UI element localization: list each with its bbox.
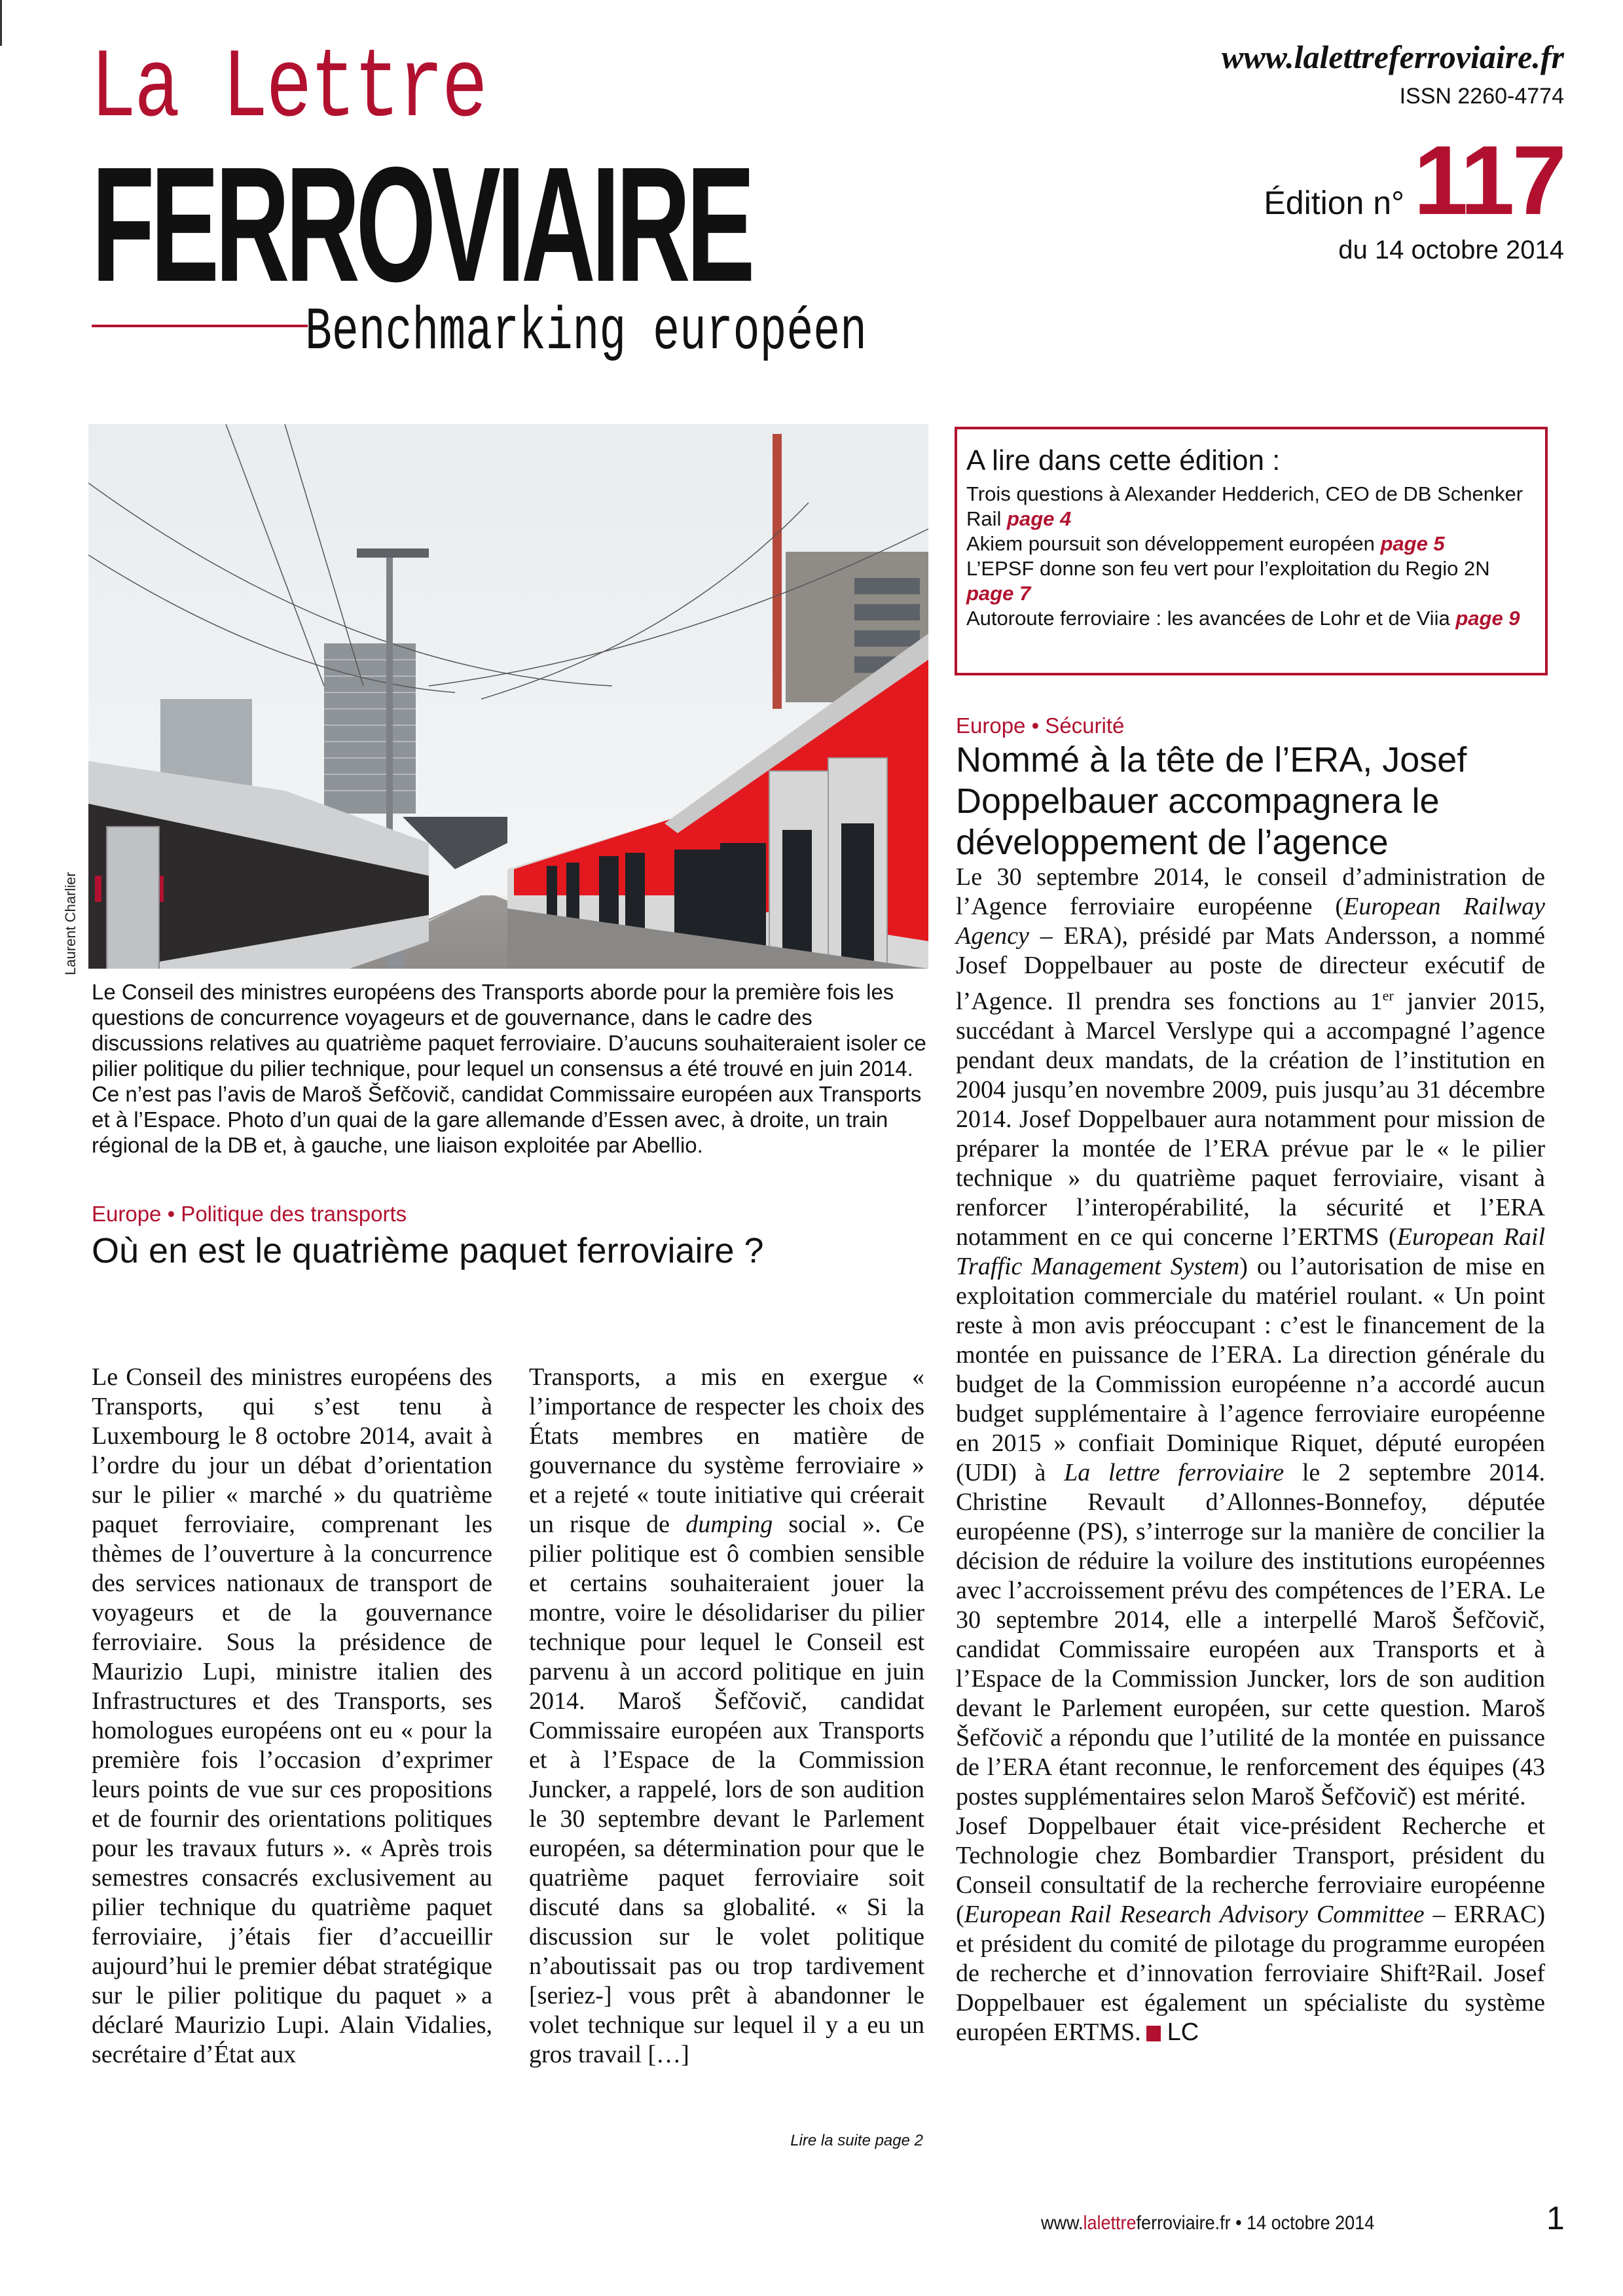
footer-url-suffix: ferroviaire.fr — [1136, 2212, 1231, 2234]
text-run: Le 30 septembre 2014, le conseil d’administration de l’Agence ferroviaire européenne ( — [956, 863, 1545, 920]
summary-item-text: Autoroute ferroviaire : les avancées de Lohr et de Viia — [966, 607, 1456, 630]
summary-item-text: Akiem poursuit son développement européen — [966, 532, 1381, 555]
page-edge-mark — [0, 0, 2, 46]
text-run-italic: European Rail Traffic Management System — [956, 1223, 1545, 1280]
text-run: – ERRAC) et président du comité de pilotage du programme européen de recherche et d’innovation ferroviaire Shift²Rail. Josef Doppelbauer est également un spécialiste du système européen ERTMS. — [956, 1900, 1545, 2046]
footer-date: 14 octobre 2014 — [1247, 2212, 1375, 2234]
paquet-article-column-1: Le Conseil des ministres européens des Transports, qui s’est tenu à Luxembourg le 8 octobre 2014, avait à l’ordre du jour un débat d’orientation sur le pilier « marché » du quatrième paquet ferroviaire, comprenant les thèmes de l’ouverture à la concurrence des services nationaux de transport de voyageurs et de la gouvernance ferroviaire. Sous la présidence de Maurizio Lupi, ministre italien des Infrastructures et des Transports, ses homologues européens ont eu « pour la première fois l’occasion d’exprimer leurs points de vue sur ces propositions et de fournir des orientations politiques pour les travaux futurs ». « Après trois semestres consacrés exclusivement au pilier technique du quatrième paquet ferroviaire, j’étais fier d’accueillir aujourd’hui le premier débat stratégique sur le pilier politique du paquet » a déclaré Maurizio Lupi. Alain Vidalies, secrétaire d’État aux — [92, 1363, 492, 2068]
edition-date: du 14 octobre 2014 — [1338, 236, 1564, 264]
text-run: Transports, a mis en exergue « l’importance de respecter les choix des États membres en matière de gouvernance du système ferroviaire » et a rejeté « toute initiative qui créerait un risque de — [529, 1363, 924, 1538]
summary-page-link[interactable]: page 5 — [1380, 532, 1445, 555]
author-initials: LC — [1167, 2018, 1199, 2046]
tagline-rule — [92, 325, 308, 327]
masthead-tagline: Benchmarking européen — [305, 298, 867, 367]
era-article-kicker: Europe • Sécurité — [956, 713, 1125, 738]
footer-url-highlight: lalettre — [1083, 2212, 1137, 2234]
paquet-article-kicker: Europe • Politique des transports — [92, 1202, 407, 1226]
summary-page-link[interactable]: page 7 — [966, 582, 1031, 605]
photo-caption: Le Conseil des ministres européens des Transports aborde pour la première fois les questions de concurrence voyageurs et de gouvernance, dans le cadre des discussions relatives au quatrième paquet ferroviaire. D’aucuns souhaiteraient isoler ce pilier politique du pilier technique, pour lequel un consensus a été trouvé en juin 2014. Ce n’est pas l’avis de Maroš Šefčovič, candidat Commissaire européen aux Transports et à l’Espace. Photo d’un quai de la gare allemande d’Essen avec, à droite, un train régional de la DB et, à gauche, une liaison exploitée par Abellio. — [92, 980, 926, 1157]
era-article-body — [956, 863, 1545, 2047]
text-run-italic: European Rail Research Advisory Committee — [964, 1900, 1425, 1928]
summary-page-link[interactable]: page 9 — [1455, 607, 1520, 630]
superscript: er — [1382, 987, 1394, 1003]
end-of-article-square-icon — [1146, 2026, 1161, 2041]
text-run: janvier 2015, succédant à Marcel Verslype qui a accompagné l’agence pendant deux mandats, de la création de l’institution en 2004 jusqu’en novembre 2009, puis jusqu’au 31 décembre 2014. Josef Doppelbauer aura notamment pour mission de préparer la montée de l’ERA prévue par le « le pilier technique » du quatrième paquet ferroviaire, visant à renforcer l’interopérabilité, la sécurité et l’ERA notamment en ce qui concerne l’ERTMS ( — [956, 987, 1545, 1251]
text-run: social ». Ce pilier politique est ô combien sensible et certains souhaiteraient jouer la montre, voire le désolidariser du pilier technique pour lequel le Conseil est parvenu à un accord politique en juin 2014. Maroš Šefčovič, candidat Commissaire européen aux Transports et à l’Espace de la Commission Juncker, a rappelé, lors de son audition le 30 septembre devant le Parlement européen, sa détermination pour que le quatrième paquet ferroviaire soit discuté dans sa globalité. « Si la discussion sur le volet politique n’aboutissait pas ou trop tardivement [seriez-] vous prêt à abandonner le volet technique sur lequel il y a eu un gros travail […] — [529, 1511, 924, 2068]
continue-reading-link[interactable]: Lire la suite page 2 — [790, 2132, 923, 2149]
era-article-headline: Nommé à la tête de l’ERA, Josef Doppelbauer accompagnera le développement de l’agence — [956, 740, 1467, 862]
page-number: 1 — [1546, 2200, 1565, 2236]
summary-page-link[interactable]: page 4 — [1007, 507, 1072, 530]
paquet-article-headline: Où en est le quatrième paquet ferroviaire ? — [92, 1231, 764, 1270]
masthead-title-line2: FERROVIAIRE — [92, 133, 752, 315]
paquet-article-column-2 — [529, 1363, 924, 2070]
footer-separator: • — [1230, 2212, 1247, 2234]
summary-title: A lire dans cette édition : — [966, 444, 1281, 476]
edition-line — [1264, 125, 1564, 235]
station-photo-illustration — [88, 424, 928, 969]
text-run: le 2 septembre 2014. Christine Revault d’Allonnes-Bonnefoy, députée européenne (PS), s’interroge sur la manière de concilier la décision de réduire la voilure des institutions européennes avec l’accroissement prévu des compétences de l’ERA. Le 30 septembre 2014, elle a interpellé Maroš Šefčovič, candidat Commissaire européen aux Transports et à l’Espace de la Commission Juncker, lors de son audition devant le Parlement européen, sur cette question. Maroš Šefčovič a répondu que l’utilité de la montée en puissance de l’ERA étant reconnue, le renforcement des équipes (43 postes supplémentaires selon Maroš Šefčovič) est mérité. — [956, 1458, 1545, 1810]
edition-label: Édition n° — [1264, 185, 1404, 221]
station-photo — [88, 424, 928, 969]
summary-item[interactable] — [966, 482, 1536, 531]
edition-number: 117 — [1413, 125, 1564, 235]
era-paragraph-1 — [956, 863, 1545, 1810]
issn: ISSN 2260-4774 — [1399, 84, 1564, 109]
masthead-title-line1: La Lettre — [90, 34, 486, 145]
summary-box — [955, 427, 1548, 675]
text-run-italic: European Railway Agency — [956, 893, 1545, 950]
footer-line — [1041, 2212, 1374, 2234]
summary-item[interactable] — [966, 556, 1536, 606]
photo-credit-text: Laurent Charlier — [62, 872, 79, 975]
text-run: Josef Doppelbauer était vice-président Recherche et Technologie chez Bombardier Transport, président du Conseil consultatif de la recherche ferroviaire européenne ( — [956, 1812, 1545, 1928]
text-run-italic: La lettre ferroviaire — [1064, 1458, 1285, 1486]
website-link[interactable]: www.lalettreferroviaire.fr — [1221, 39, 1564, 75]
text-run-italic: dumping — [685, 1511, 773, 1538]
summary-item-text: Trois questions à Alexander Hedderich, CEO de DB Schenker Rail — [966, 482, 1523, 530]
footer-url-prefix: www. — [1041, 2212, 1084, 2234]
text-run: ) ou l’autorisation de mise en exploitation commerciale du matériel roulant. « Un point reste à mon avis préoccupant : c’est le financement de la montée en puissance de l’ERA. La direction générale du budget de la Commission européenne n’a accordé aucun budget supplémentaire à l’agence ferroviaire européenne en 2015 » confiait Dominique Riquet, député européen (UDI) à — [956, 1252, 1545, 1486]
summary-item[interactable] — [966, 531, 1536, 556]
summary-item-text: L’EPSF donne son feu vert pour l’exploitation du Regio 2N — [966, 557, 1490, 580]
summary-item[interactable] — [966, 606, 1536, 631]
text-run: – ERA), présidé par Mats Andersson, a nommé Josef Doppelbauer au poste de directeur exécutif de l’Agence. Il prendra ses fonctions au 1 — [956, 922, 1545, 1015]
era-paragraph-2 — [956, 1812, 1545, 2046]
